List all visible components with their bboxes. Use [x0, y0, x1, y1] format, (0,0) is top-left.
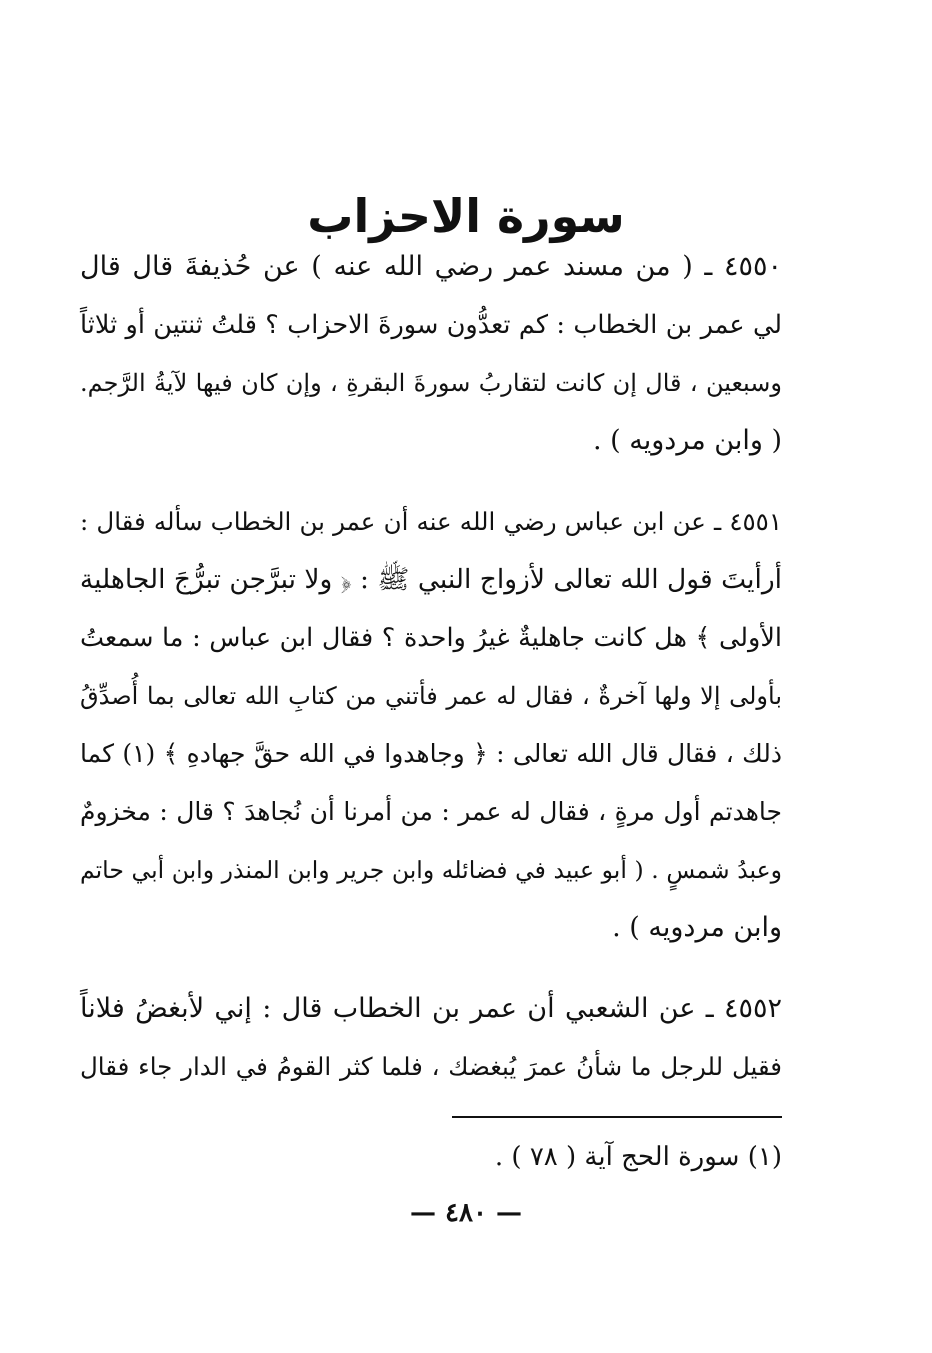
paragraph-4550 [80, 238, 782, 470]
paragraph-4552 [80, 980, 782, 1096]
text-line: ٤٥٥٢ ـ عن الشعبي أن عمر بن الخطاب قال : إني لأبغضُ فلاناً [80, 993, 782, 1024]
text-line: جاهدتم أول مرةٍ ، فقال له عمر : من أمرنا أن نُجاهدَ ؟ قال : مخزومٌ [80, 797, 782, 826]
text-line: ٤٥٥١ ـ عن ابن عباس رضي الله عنه أن عمر بن الخطاب سأله فقال : [80, 507, 782, 536]
footnote: (١) سورة الحج آية ( ٧٨ ) . [494, 1142, 782, 1172]
text-line: وسبعين ، قال إن كانت لتقاربُ سورةَ البقرةِ ، وإن كان فيها لآيةُ الرَّجم. [80, 369, 782, 397]
footnote-divider [452, 1116, 782, 1118]
text-line: لي عمر بن الخطاب : كم تعدُّون سورةَ الاحزاب ؟ قلتُ ثنتين أو ثلاثاً [80, 310, 782, 340]
page-number: — ٤٨٠ — [409, 1198, 523, 1228]
text-line: أرأيتَ قول الله تعالى لأزواج النبي ﷺ : ﴿ ولا تبرَّجن تبرُّجَ الجاهلية [79, 564, 782, 595]
text-line: بأولى إلا ولها آخرةٌ ، فقال له عمر فأتني من كتابِ الله تعالى بما أُصدِّقُ [80, 682, 782, 710]
chapter-title: سورة الاحزاب [307, 188, 625, 243]
text-line: ٤٥٥٠ ـ ( من مسند عمر رضي الله عنه ) عن حُذيفةَ قال قال [80, 251, 782, 282]
paragraph-4551 [80, 493, 782, 957]
text-line: وعبدُ شمسٍ . ( أبو عبيد في فضائله وابن جرير وابن المنذر وابن أبي حاتم [80, 856, 782, 884]
text-line: ذلك ، فقال قال الله تعالى : ﴿ وجاهدوا في الله حقَّ جهادهِ ﴾ (١) كما [80, 739, 782, 768]
text-line: وابن مردويه ) . [612, 912, 782, 943]
text-line: الأولى ﴾ هل كانت جاهليةٌ غيرُ واحدة ؟ فقال ابن عباس : ما سمعتُ [80, 623, 782, 653]
text-line: ( وابن مردويه ) . [593, 425, 782, 456]
text-line: فقيل للرجل ما شأنُ عمرَ يُبغضك ، فلما كثر القومُ في الدار جاء فقال [80, 1052, 782, 1081]
